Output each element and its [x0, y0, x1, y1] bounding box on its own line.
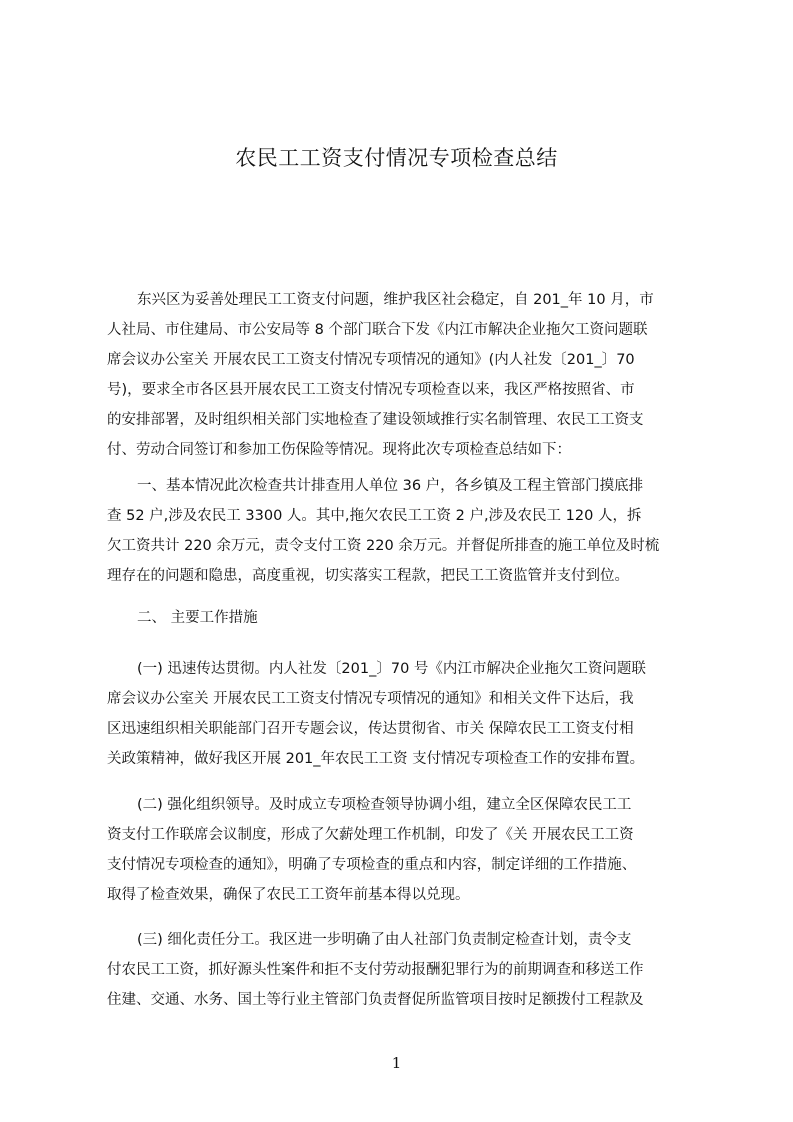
paragraph-line: 东兴区为妥善处理民工工资支付问题，维护我区社会稳定，自 201_年 10 月，市	[137, 292, 654, 308]
section-heading-text: 二、 主要工作措施	[137, 610, 258, 626]
paragraph-line: 关政策精神，做好我区开展 201_年农民工工资 支付情况专项检查工作的安排布置。	[107, 751, 645, 767]
paragraph-basic-situation	[107, 471, 703, 591]
paragraph-measure-3	[107, 925, 703, 1015]
paragraph-line: 号)，要求全市各区县开展农民工工资支付情况专项检查以来，我区严格按照省、市	[107, 382, 635, 398]
paragraph-line: 付、劳动合同签订和参加工伤保险等情况。现将此次专项检查总结如下：	[107, 442, 571, 458]
paragraph-line: 付农民工工资，抓好源头性案件和拒不支付劳动报酬犯罪行为的前期调查和移送工作	[107, 962, 644, 978]
paragraph-line: 取得了检查效果，确保了农民工工资年前基本得以兑现。	[107, 887, 470, 903]
paragraph-measure-2	[107, 790, 703, 910]
paragraph-measure-1	[107, 654, 703, 774]
paragraph-line: 查 52 户,涉及农民工 3300 人。其中,拖欠农民工工资 2 户,涉及农民工 120 人，拆	[107, 508, 642, 524]
paragraph-line: 席会议办公室关 开展农民工工资支付情况专项情况的通知》和相关文件下达后，我	[107, 691, 634, 707]
page-number: 1	[391, 1054, 402, 1072]
paragraph-line: 区迅速组织相关职能部门召开专题会议，传达贯彻省、市关 保障农民工工资支付相	[107, 721, 634, 737]
paragraph-line: 理存在的问题和隐患，高度重视，切实落实工程款，把民工工资监管并支付到位。	[107, 568, 629, 584]
paragraph-line: 的安排部署，及时组织相关部门实地检查了建设领域推行实名制管理、农民工工资支	[107, 412, 644, 428]
paragraph-line: 欠工资共计 220 余万元，责令支付工资 220 余万元。并督促所排查的施工单位及时梳	[107, 538, 660, 554]
document-title: 农民工工资支付情况专项检查总结	[235, 146, 558, 170]
paragraph-line: 住建、交通、水务、国土等行业主管部门负责督促所监管项目按时足额拨付工程款及	[107, 992, 644, 1008]
paragraph-line: (一) 迅速传达贯彻。内人社发〔201_〕70 号《内江市解决企业拖欠工资问题联	[137, 661, 646, 677]
paragraph-line: 一、基本情况此次检查共计排查用人单位 36 户，各乡镇及工程主管部门摸底排	[137, 478, 644, 494]
paragraph-line: 人社局、市住建局、市公安局等 8 个部门联合下发《内江市解决企业拖欠工资问题联	[107, 322, 648, 338]
paragraph-intro	[107, 285, 703, 465]
paragraph-line: 支付情况专项检查的通知》，明确了专项检查的重点和内容，制定详细的工作措施、	[107, 857, 637, 873]
paragraph-line: 席会议办公室关 开展农民工工资支付情况专项情况的通知》(内人社发〔201_〕70	[107, 352, 635, 368]
paragraph-line: 资支付工作联席会议制度，形成了欠薪处理工作机制，印发了《关 开展农民工工资	[107, 827, 634, 843]
paragraph-line: (二) 强化组织领导。及时成立专项检查领导协调小组，建立全区保障农民工工	[137, 797, 632, 813]
paragraph-line: (三) 细化责任分工。我区进一步明确了由人社部门负责制定检查计划，责令支	[137, 932, 632, 948]
section-heading	[107, 603, 703, 633]
